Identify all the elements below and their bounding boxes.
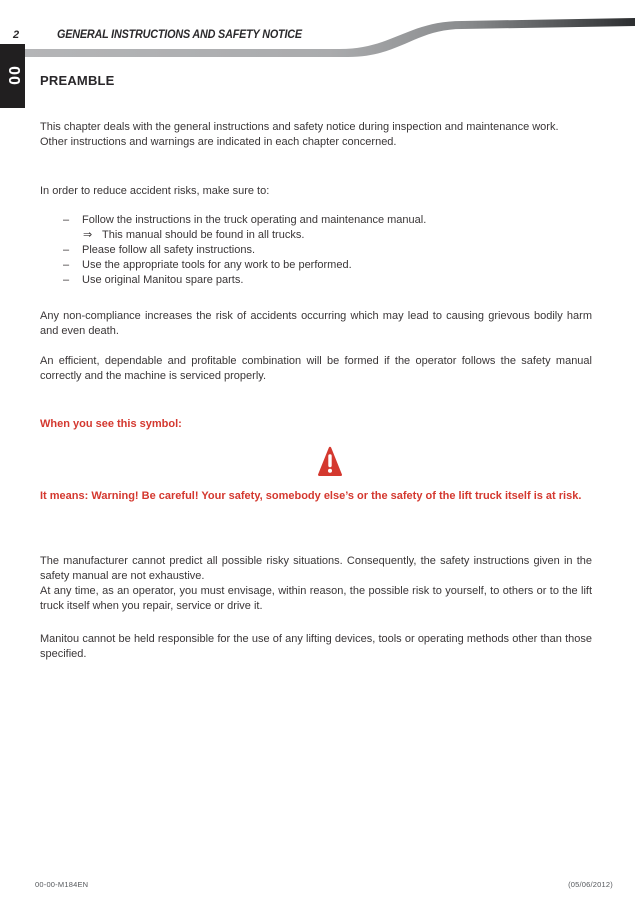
- list-item-sub: [63, 228, 583, 243]
- paragraph-manufacturer-part2: At any time, as an operator, you must envisage, within reason, the possible risk to yourself, to others or to the lift truck itself when you repair, service or drive it.: [40, 585, 592, 612]
- footer-date: (05/06/2012): [568, 880, 613, 889]
- paragraph-lead-in: In order to reduce accident risks, make sure to:: [40, 185, 270, 197]
- paragraph-intro-line1: This chapter deals with the general instructions and safety notice during inspection and maintenance work.: [40, 121, 559, 133]
- paragraph-manufacturer: [40, 554, 592, 614]
- list-item: [63, 213, 583, 228]
- paragraph-intro-line2: Other instructions and warnings are indicated in each chapter concerned.: [40, 136, 397, 148]
- chapter-tab: [0, 44, 25, 108]
- safety-bullet-list: [63, 213, 583, 288]
- paragraph-responsibility: Manitou cannot be held responsible for the use of any lifting devices, tools or operating methods other than those specified.: [40, 633, 592, 660]
- paragraph-noncompliance: Any non-compliance increases the risk of accidents occurring which may lead to causing grievous bodily harm and even death.: [40, 310, 592, 337]
- paragraph-efficient: An efficient, dependable and profitable combination will be formed if the operator follows the safety manual correctly and the machine is serviced properly.: [40, 355, 592, 382]
- list-item: [63, 258, 583, 273]
- warning-triangle-icon: [318, 446, 342, 477]
- list-item: [63, 273, 583, 288]
- chapter-header-title: GENERAL INSTRUCTIONS AND SAFETY NOTICE: [57, 29, 302, 41]
- list-item: [63, 243, 583, 258]
- list-item-text: Please follow all safety instructions.: [82, 244, 256, 256]
- list-item-text: Follow the instructions in the truck operating and maintenance manual.: [82, 214, 427, 226]
- dash-bullet-icon: –: [63, 259, 70, 271]
- dash-bullet-icon: –: [63, 244, 70, 256]
- double-arrow-icon: ⇒: [83, 229, 93, 241]
- list-item-text: Use the appropriate tools for any work to be performed.: [82, 259, 352, 271]
- warning-intro-text: When you see this symbol:: [40, 418, 182, 430]
- paragraph-intro: [40, 120, 592, 150]
- paragraph-manufacturer-part1: The manufacturer cannot predict all possible risky situations. Consequently, the safety instructions given in the safety manual are not exhaustive.: [40, 555, 592, 582]
- chapter-tab-label: 00: [4, 66, 22, 86]
- dash-bullet-icon: –: [63, 214, 70, 226]
- warning-meaning-text: It means: Warning! Be careful! Your safety, somebody else’s or the safety of the lift truck itself is at risk.: [40, 490, 582, 502]
- footer-document-code: 00-00-M184EN: [35, 880, 89, 889]
- list-item-text: This manual should be found in all trucks.: [102, 229, 305, 241]
- list-item-text: Use original Manitou spare parts.: [82, 274, 244, 286]
- page-number: 2: [13, 29, 20, 41]
- section-title: PREAMBLE: [40, 73, 115, 88]
- dash-bullet-icon: –: [63, 274, 70, 286]
